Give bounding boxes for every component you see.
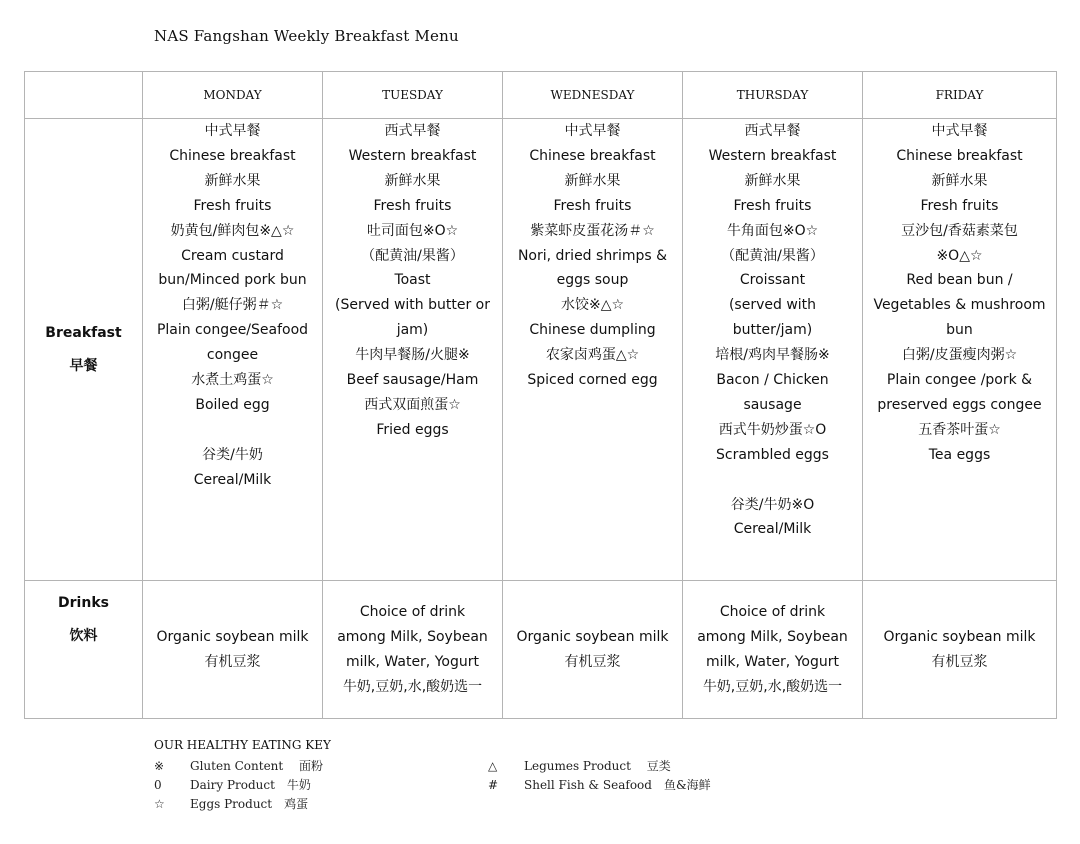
menu-line: among Milk, Soybean [697,628,848,645]
menu-line: Organic soybean milk [883,628,1036,645]
menu-line: Chinese breakfast [169,147,296,164]
drinks-friday [863,581,1057,719]
menu-line: 新鲜水果 [384,172,441,189]
key-symbol-seafood: # [488,778,499,792]
drinks-tuesday [323,581,503,719]
key-symbol-dairy: 0 [154,778,162,792]
menu-line [683,468,862,493]
key-symbol-gluten: ※ [154,759,165,773]
menu-line: Choice of drink [359,603,466,620]
menu-line: （配黄油/果酱） [721,247,824,264]
menu-line: 白粥/皮蛋瘦肉粥☆ [901,347,1018,364]
menu-line: 谷类/牛奶※O [730,496,815,513]
menu-line: Toast [394,272,431,289]
menu-line: 谷类/牛奶 [202,446,263,463]
breakfast-wednesday [503,119,683,581]
menu-line: milk, Water, Yogurt [706,653,839,670]
menu-line: Cream custard [181,247,284,264]
key-label-eggs: Eggs Product 鸡蛋 [190,797,309,811]
menu-line: Western breakfast [708,147,837,164]
breakfast-row-label [25,119,143,581]
key-label-dairy: Dairy Product 牛奶 [190,778,311,792]
menu-line: ※O△☆ [936,247,983,264]
menu-line: Fresh fruits [733,197,812,214]
menu-line: 五香茶叶蛋☆ [918,421,1001,438]
menu-line: butter/jam) [732,322,813,339]
menu-line: Cereal/Milk [733,521,812,538]
key-symbol-eggs: ☆ [154,797,165,811]
drinks-thursday [683,581,863,719]
menu-line: 培根/鸡肉早餐肠※ [715,347,830,364]
menu-line: Croissant [739,272,806,289]
key-label-seafood: Shell Fish & Seafood 鱼&海鲜 [524,778,711,792]
menu-line: jam) [396,322,429,339]
key-item-legumes [488,757,671,774]
menu-line: 有机豆浆 [931,653,988,670]
menu-line: Western breakfast [348,147,477,164]
menu-line: Chinese dumpling [529,322,656,339]
menu-line: Chinese breakfast [529,147,656,164]
menu-line: Fried eggs [376,421,449,438]
menu-line: 中式早餐 [931,123,988,139]
day-header-friday: FRIDAY [863,72,1057,119]
menu-line: bun [946,322,973,339]
menu-line: among Milk, Soybean [337,628,488,645]
menu-line [143,418,322,443]
drinks-label-cn: 饮料 [69,628,98,644]
menu-line: 新鲜水果 [204,172,261,189]
menu-line: 牛肉早餐肠/火腿※ [355,347,470,364]
drinks-label-en: Drinks [58,595,109,611]
drinks-row-label [25,581,143,719]
menu-line: 牛奶,豆奶,水,酸奶选一 [342,678,483,695]
menu-line: Fresh fruits [553,197,632,214]
menu-line: 西式双面煎蛋☆ [364,396,461,413]
menu-line: 水煮土鸡蛋☆ [191,372,274,389]
day-header-tuesday: TUESDAY [323,72,503,119]
menu-table [24,71,1057,719]
drinks-wednesday [503,581,683,719]
menu-line: Bacon / Chicken [716,372,829,389]
menu-line: Organic soybean milk [156,628,309,645]
menu-line: Fresh fruits [920,197,999,214]
menu-line: 农家卤鸡蛋△☆ [545,347,640,364]
menu-line: 水饺※△☆ [560,297,625,314]
menu-line: 有机豆浆 [564,653,621,670]
menu-line: Spiced corned egg [527,372,658,389]
menu-line: Cereal/Milk [193,471,272,488]
breakfast-row [25,119,1057,581]
breakfast-monday [143,119,323,581]
page-title: NAS Fangshan Weekly Breakfast Menu [154,27,459,45]
menu-line: Fresh fruits [193,197,272,214]
menu-line: 中式早餐 [564,123,621,139]
menu-line: 吐司面包※O☆ [366,222,459,239]
drinks-row [25,581,1057,719]
menu-line: sausage [743,396,802,413]
menu-line: Fresh fruits [373,197,452,214]
menu-line: Tea eggs [928,446,991,463]
menu-line: 新鲜水果 [931,172,988,189]
menu-line: 西式早餐 [744,123,801,139]
menu-line: (Served with butter or [335,297,490,314]
menu-line: 中式早餐 [204,123,261,139]
menu-line: Boiled egg [195,396,270,413]
menu-line: Red bean bun / [906,272,1013,289]
menu-line: congee [206,347,259,364]
header-row [25,72,1057,119]
key-label-legumes: Legumes Product 豆类 [524,759,671,773]
menu-line: Plain congee/Seafood [156,322,309,339]
menu-line: 新鲜水果 [744,172,801,189]
key-item-eggs [154,795,308,812]
breakfast-label-en: Breakfast [45,324,122,341]
menu-line: 白粥/艇仔粥＃☆ [181,297,284,314]
key-symbol-legumes: △ [488,759,498,773]
breakfast-friday [863,119,1057,581]
menu-line: 豆沙包/香菇素菜包 [901,222,1018,239]
menu-line: 牛奶,豆奶,水,酸奶选一 [702,678,843,695]
breakfast-thursday [683,119,863,581]
menu-line: 新鲜水果 [564,172,621,189]
menu-line: bun/Minced pork bun [158,272,307,289]
menu-line: Nori, dried shrimps & [517,247,668,264]
menu-line: Choice of drink [719,603,826,620]
menu-line: 有机豆浆 [204,653,261,670]
key-label-gluten: Gluten Content 面粉 [190,759,324,773]
key-item-seafood [488,776,711,793]
menu-line: Vegetables & mushroom [873,297,1046,314]
drinks-monday [143,581,323,719]
day-header-thursday: THURSDAY [683,72,863,119]
day-header-wednesday: WEDNESDAY [503,72,683,119]
menu-line: (served with [728,297,817,314]
menu-line: 奶黄包/鲜肉包※△☆ [170,222,295,239]
menu-line: （配黄油/果酱） [361,247,464,264]
menu-line: 西式牛奶炒蛋☆O [718,421,827,438]
menu-line: milk, Water, Yogurt [346,653,479,670]
menu-line: Plain congee /pork & [886,372,1033,389]
key-title: OUR HEALTHY EATING KEY [154,738,331,752]
menu-line: 牛角面包※O☆ [726,222,819,239]
key-item-gluten [154,757,323,774]
menu-line: eggs soup [556,272,629,289]
day-header-monday: MONDAY [143,72,323,119]
corner-cell [25,72,143,119]
menu-line: Chinese breakfast [896,147,1023,164]
breakfast-tuesday [323,119,503,581]
menu-line: 紫菜虾皮蛋花汤＃☆ [530,222,655,239]
menu-line: Scrambled eggs [716,446,829,463]
menu-line: 西式早餐 [384,123,441,139]
menu-line: Organic soybean milk [516,628,669,645]
breakfast-label-cn: 早餐 [69,357,98,374]
menu-line: preserved eggs congee [877,396,1042,413]
key-item-dairy [154,776,311,793]
menu-line: Beef sausage/Ham [346,372,479,389]
